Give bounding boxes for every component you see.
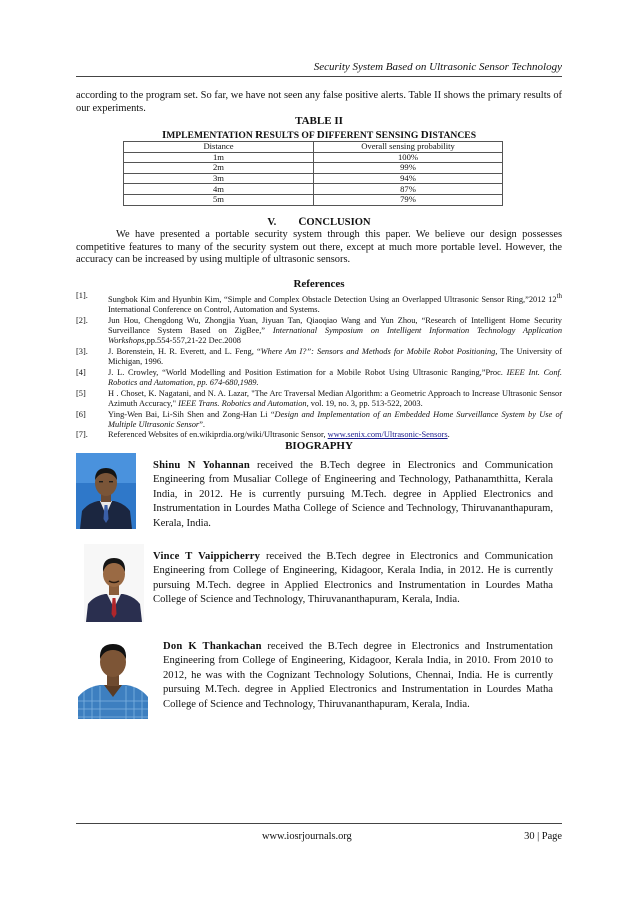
bio-vince	[153, 550, 553, 608]
reference-text	[108, 316, 562, 347]
reference-item	[76, 291, 562, 315]
ref-italic: IEEE Int. Conf. Robotics and Automation, pp. 674-680,1989.	[108, 367, 562, 387]
reference-list	[76, 291, 562, 441]
ref-part: , The University of Michigan, 1996.	[108, 346, 562, 367]
reference-item	[76, 389, 562, 409]
ref-part: J. Borenstein, H. R. Everett, and L. Feng, “	[108, 346, 261, 356]
reference-item	[76, 347, 562, 367]
bio-don	[163, 640, 553, 712]
bio-name: Vince T Vaippicherry	[153, 551, 261, 562]
heading-initial: C	[298, 216, 307, 228]
ref-part: .	[447, 430, 450, 440]
results-table	[123, 141, 503, 206]
footer-rule	[76, 823, 562, 824]
author-photo-vince	[84, 544, 144, 622]
bio-text: received the B.Tech degree in Electronics and Communication Engineering from Musaliar College of Engineering and Technology, Pathanamthitta, Kerala India, in 2012. He is currently pursuing M.Tech. degree in Applied Electronics and Instrumentation in Lourdes Matha College of Science and Technology, Thiruvananthapuram, Kerala, India.	[153, 460, 554, 529]
ref-part: Referenced Websites of en.wikiprdia.org/wiki/Ultrasonic Sensor,	[108, 430, 328, 440]
table-row	[124, 152, 503, 163]
reference-number: [2].	[76, 315, 88, 325]
probability-cell: 100%	[314, 152, 503, 163]
bio-shinu	[153, 459, 553, 531]
probability-cell: 99%	[314, 163, 503, 174]
caption-part: ISTANCES	[428, 130, 477, 141]
distance-cell: 4m	[124, 184, 314, 195]
table-header-row	[124, 142, 503, 153]
caption-part: R	[255, 129, 264, 141]
bio-text: received the B.Tech degree in Electronics and Communication Engineering from College of Engineering, Kidagoor, Kerala India, in 2012. He is currently pursuing M.Tech. degree in Applied Electronics and Instrumentation in Lourdes Matha College of Science and Technology, Thiruvananthapuram, Kerala, India.	[153, 551, 554, 606]
reference-item	[76, 316, 562, 347]
reference-text	[108, 368, 562, 388]
ref-part: ,pp.554-557,21-22 Dec.2008	[144, 336, 241, 346]
column-header-distance: Distance	[124, 142, 314, 153]
reference-number: [3].	[76, 346, 88, 356]
probability-cell: 87%	[314, 184, 503, 195]
author-photo-don	[78, 631, 148, 719]
reference-number: [4]	[76, 367, 86, 377]
ref-italic: IEEE Trans. Robotics and Automation	[178, 398, 307, 408]
ref-part: , vol. 19, no. 3, pp. 513-522, 2003.	[306, 398, 423, 408]
heading-rest: ONCLUSION	[306, 217, 371, 228]
reference-item	[76, 410, 562, 430]
ref-part: International Conference on Control, Automation and Systems.	[108, 305, 320, 314]
reference-item	[76, 368, 562, 388]
caption-part: ENSING	[381, 130, 421, 141]
bio-name: Don K Thankachan	[163, 641, 262, 652]
conclusion-heading	[76, 216, 562, 228]
caption-part: ESULTS OF	[263, 130, 317, 141]
probability-cell: 79%	[314, 194, 503, 205]
intro-paragraph: according to the program set. So far, we have not seen any false positive alerts. Table II shows the primary results of our experiments.	[76, 90, 562, 114]
ref-part: J. L. Crowley, “World Modelling and Position Estimation for a Mobile Robot Using Ultrasonic Ranging,”Proc.	[108, 367, 507, 377]
bio-text: received the B.Tech degree in Electronics and Instrumentation Engineering from College of Engineering, Kidagoor, Kerala India, in 2010. From 2010 to 2012, he was with the Cognizant Technology Solutions, Chennai, India. He is currently pursuing M.Tech. degree in Applied Electronics and Instrumentation in Lourdes Matha College of Science and Technology, Thiruvananthapuram, Kerala, India.	[163, 641, 553, 710]
distance-cell: 5m	[124, 194, 314, 205]
table-title: TABLE II	[295, 115, 343, 127]
bio-name: Shinu N Yohannan	[153, 460, 250, 471]
distance-cell: 1m	[124, 152, 314, 163]
references-title: References	[293, 278, 345, 290]
ref-part: Sungbok Kim and Hyunbin Kim, “Simple and Complex Obstacle Detection Using an Overlapped Ultrasonic Sensor Ring,”2012 12	[108, 294, 557, 304]
biography-title: BIOGRAPHY	[285, 440, 353, 452]
distance-cell: 3m	[124, 173, 314, 184]
running-header: Security System Based on Ultrasonic Sensor Technology	[313, 61, 562, 73]
reference-number: [1].	[76, 291, 88, 300]
probability-cell: 94%	[314, 173, 503, 184]
section-number: V.	[267, 217, 277, 228]
caption-part: MPLEMENTATION	[166, 130, 256, 141]
ref-superscript: th	[556, 292, 562, 300]
reference-number: [6]	[76, 409, 86, 419]
ref-part: H . Choset, K. Nagatani, and N. A. Lazar, "The Arc Traversal Median Algorithm: a Geometric Approach to Increase Ultrasonic Sensor Azimuth Accuracy,"	[108, 388, 562, 408]
table-caption	[76, 129, 562, 141]
table-row	[124, 173, 503, 184]
caption-part: IFFERENT	[324, 130, 376, 141]
reference-number: [7].	[76, 430, 88, 440]
ref-part: ”.	[199, 419, 206, 429]
ref-italic: Design and Implementation of an Embedded Home Surveillance System by Use of Multiple Ultrasonic Sensor	[108, 409, 562, 429]
senix-link[interactable]: www.senix.com/Ultrasonic-Sensors	[327, 430, 448, 440]
table-row	[124, 163, 503, 174]
header-rule	[76, 76, 562, 77]
footer-website[interactable]: www.iosrjournals.org	[262, 831, 352, 842]
distance-cell: 2m	[124, 163, 314, 174]
reference-number: [5]	[76, 388, 86, 398]
table-row	[124, 184, 503, 195]
footer-page-number: 30 | Page	[524, 831, 562, 842]
column-header-probability: Overall sensing probability	[314, 142, 503, 153]
caption-part: D	[420, 129, 429, 141]
ref-italic: International Symposium on Intelligent Information Technology Application Workshops	[108, 325, 563, 346]
author-photo-shinu	[76, 453, 136, 529]
reference-text	[108, 291, 562, 315]
reference-text	[108, 410, 562, 430]
ref-part: Jun Hou, Chengdong Wu, Zhongjia Yuan, Jiyuan Tan, Qiaoqiao Wang and Yun Zhou, “Research of Intelligent Home Security Surveillance System Based on ZigBee,”	[108, 315, 562, 335]
ref-italic: Where Am I?”: Sensors and Methods for Mobile Robot Positioning	[260, 346, 496, 356]
caption-part: D	[316, 129, 325, 141]
conclusion-paragraph: We have presented a portable security system through this paper. We believe our design possesses competitive features to many of the security system out there, except at much more portable level. However, the accuracy can be increased by using multiple of ultrasonic sensors.	[76, 229, 562, 266]
ref-part: Ying-Wen Bai, Li-Sih Shen and Zong-Han Li “	[108, 409, 275, 419]
reference-text	[108, 389, 562, 409]
table-row	[124, 194, 503, 205]
reference-text	[108, 347, 562, 367]
caption-part: S	[375, 129, 382, 141]
caption-part: I	[161, 129, 167, 141]
